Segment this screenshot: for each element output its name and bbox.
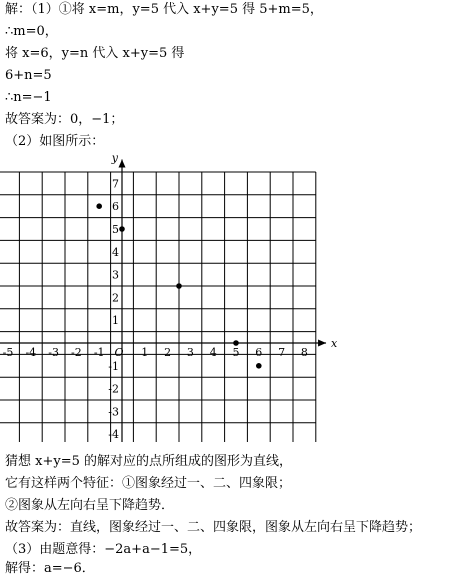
x-axis-label: x [331, 337, 338, 350]
solution-line-1: 解：（1）①将 x=m，y=5 代入 x+y=5 得 5+m=5， [5, 2, 323, 17]
x-tick-label: 8 [300, 346, 308, 359]
x-tick-label: 7 [278, 346, 286, 359]
x-tick-label: 4 [209, 346, 217, 359]
y-tick-label: -3 [108, 405, 119, 419]
solution-line-6: 故答案为：0，−1； [5, 112, 124, 127]
solution-line-2: ∴m=0， [5, 24, 58, 39]
y-tick-label: -1 [108, 359, 119, 373]
x-tick-label: -5 [2, 346, 14, 359]
solution-line-3: 将 x=6，y=n 代入 x+y=5 得 [5, 46, 185, 61]
solution-line-12: （3）由题意得：−2a+a−1=5， [5, 542, 202, 557]
solution-line-13: 解得：a=−6． [5, 561, 95, 576]
solution-line-7: （2）如图所示： [5, 134, 105, 149]
grid [0, 172, 316, 442]
tick-labels [3, 152, 338, 441]
x-tick-label: 2 [164, 346, 172, 359]
solution-line-10: ②图象从左向右呈下降趋势． [5, 498, 175, 513]
x-tick-label: -4 [25, 346, 37, 359]
y-tick-label: 4 [112, 245, 119, 259]
x-tick-label: 6 [255, 346, 263, 359]
data-point [256, 363, 262, 369]
y-tick-label: -4 [108, 428, 119, 442]
origin-label: O [114, 346, 124, 359]
y-tick-label: 3 [112, 268, 119, 282]
y-axis-arrow [119, 159, 126, 167]
x-tick-label: -2 [71, 346, 82, 359]
data-point [233, 340, 239, 346]
y-tick-label: 5 [112, 223, 119, 236]
y-tick-label: 1 [112, 314, 119, 328]
y-tick-label: 7 [112, 177, 119, 191]
x-tick-label: -1 [93, 346, 105, 359]
y-axis-label: y [111, 152, 118, 165]
data-point [119, 226, 125, 232]
solution-line-9: 它有这样两个特征：①图象经过一、二、四象限； [5, 476, 292, 491]
x-tick-label: 3 [186, 346, 194, 359]
x-axis-arrow [318, 340, 326, 347]
coordinate-graph [0, 152, 453, 442]
data-point [96, 203, 102, 209]
x-tick-label: 1 [141, 346, 149, 359]
data-point [176, 283, 182, 289]
x-tick-label: 5 [232, 346, 240, 359]
y-tick-label: 2 [112, 291, 119, 305]
solution-line-11: 故答案为：直线，图象经过一、二、四象限，图象从左向右呈下降趋势； [5, 520, 422, 535]
x-tick-label: -3 [48, 346, 59, 359]
y-tick-label: -2 [108, 382, 119, 396]
solution-line-4: 6+n=5 [5, 68, 52, 83]
solution-line-5: ∴n=−1 [5, 90, 52, 105]
y-tick-label: 6 [112, 200, 119, 214]
solution-line-8: 猜想 x+y=5 的解对应的点所组成的图形为直线， [5, 454, 292, 469]
